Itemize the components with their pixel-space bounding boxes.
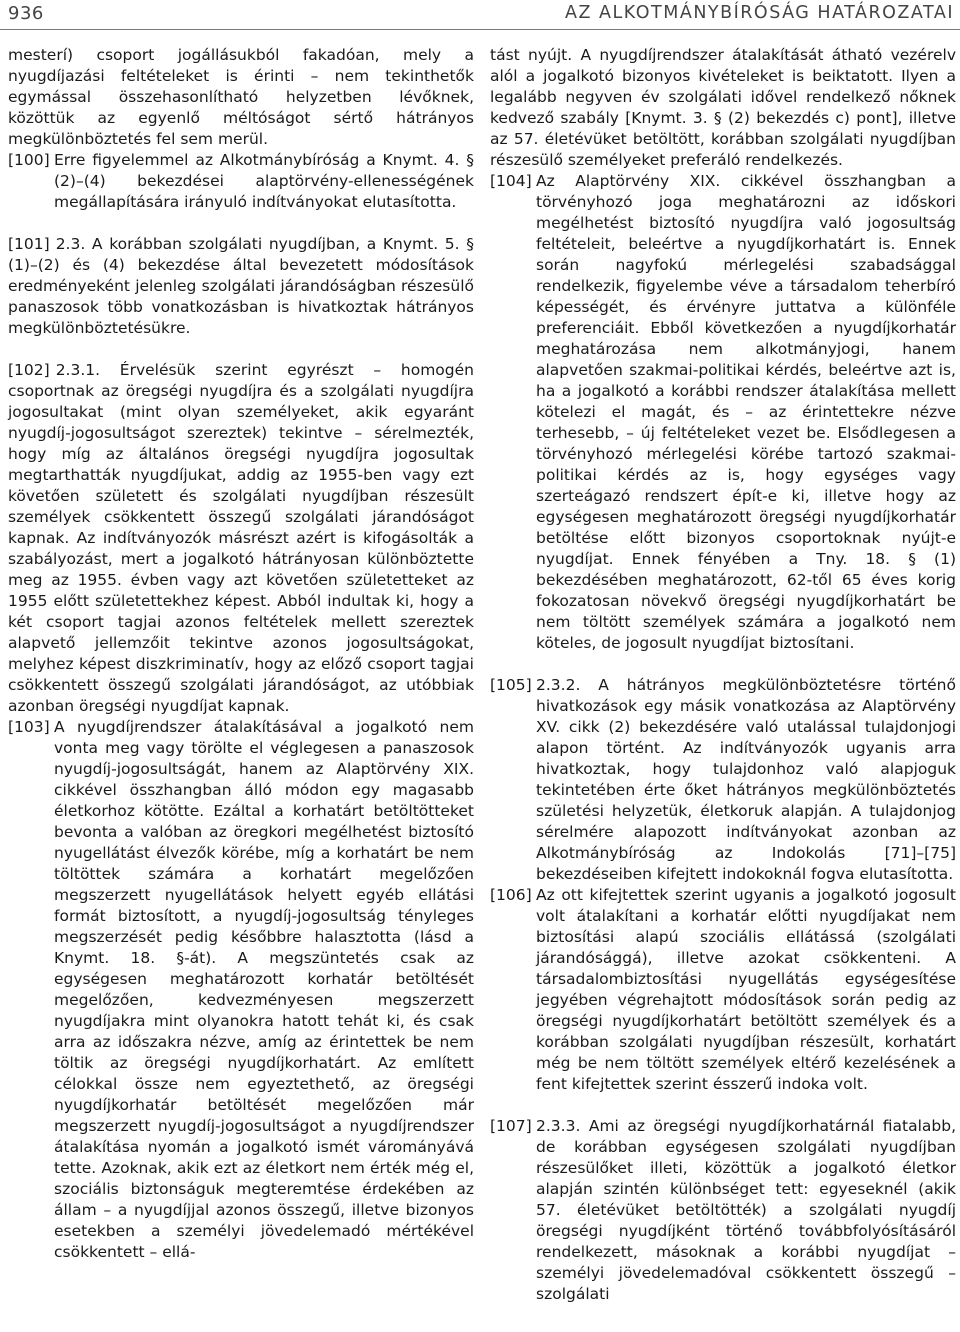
paragraph-106: [490, 885, 956, 1095]
page-header: [0, 0, 960, 30]
paragraph-continuation: mesterí) csoport jogállásukból fakadóan, mely a nyugdíjazási feltételeket is érinti – nem tekinthetők egymással összehasonlítható helyzetben lévőknek, közöttük az egyenlő méltóságot sértő hátrányos megkülönböztetés fel sem merül.: [8, 46, 474, 148]
paragraph-text: A nyugdíjrendszer átalakításával a jogalkotó nem vonta meg vagy törölte el véglegesen a panaszosok nyugdíj-jogosultságát, hanem az Alaptörvény XIX. cikkével összhangban álló módon egy magasabb életkorhoz kötötte. Ezáltal a korhatárt betöltötteket bevonta a valóban az öregkori megélhetést biztosító nyugellátást élvezők körébe, míg a korhatárt be nem töltöttek számára a korhatárt megelőzően megszerzett nyugellátások helyett egyéb ellátási formát biztosított, a nyugdíj-jogosultság tényleges megszerzését pedig későbbre halasztotta (lásd a Knymt. 18. §-át). A megszüntetés csak az egységesen meghatározott korhatár betöltését megelőzően, kedvezményesen megszerzett nyugdíjakra mint olyanokra hatott tehát ki, és csak arra az időszakra nézve, amíg az érintettek be nem töltik az öregségi nyugdíjkorhatárt. Az említett célokkal össze nem egyeztethető, az öregségi nyugdíjkorhatár betöltését megelőzően már megszerzett nyugdíj-jogosultságot a nyugdíjrendszer átalakítása nyomán a jogalkotó ismét várományává tette. Azoknak, akik ezt az életkort nem érték még el, szociális biztonságuk megteremtése érdekében az állam – a nyugdíjjal azonos összegű, illetve bizonyos esetekben a személyi jövedelemadó mértékével csökkentett – ellá-: [54, 718, 474, 1261]
paragraph-text: 2.3.3. Ami az öregségi nyugdíjkorhatárnál fiatalabb, de korábban egységesen szolgálati nyugdíjban részesülőket illeti, közöttük a jogalkotó életkor alapján szintén különbséget tett: egyeseknél (akik 57. életévüket betöltötték) a szolgálati nyugdíj öregségi nyugdíjként történő továbbfolyósításáról rendelkezett, másoknak a korábbi nyugdíjat – személyi jövedelemadóval csökkentett összegű – szolgálati: [536, 1117, 956, 1303]
paragraph-102: [8, 360, 474, 717]
paragraph-104: [490, 171, 956, 654]
paragraph-101: [8, 234, 474, 339]
paragraph-number: [102]: [8, 361, 50, 379]
paragraph-100: [8, 150, 474, 213]
header-rule: [0, 29, 960, 30]
paragraph-number: [100]: [8, 151, 50, 169]
running-title: AZ ALKOTMÁNYBÍRÓSÁG HATÁROZATAI: [565, 3, 954, 23]
paragraph-107: [490, 1116, 956, 1305]
paragraph-continuation: tást nyújt. A nyugdíjrendszer átalakítását átható vezérelv alól a jogalkotó bizonyos kivételeket is beiktatott. Ilyen a legalább negyven év szolgálati idővel rendelkező nőknek kedvező szabály [Knymt. 3. § (2) bekezdés c) pont], illetve az 57. életévüket betöltött, korábban szolgálati nyugdíjban részesülő személyeket preferáló rendelkezés.: [490, 46, 956, 169]
paragraph-number: [101]: [8, 235, 50, 253]
paragraph-number: [103]: [8, 718, 50, 736]
paragraph-text: 2.3.2. A hátrányos megkülönböztetésre történő hivatkozások egy másik vonatkozása az Alaptörvény XV. cikk (2) bekezdésére való utalással tulajdonjogi alapon történt. Az indítványozók ugyanis arra hivatkoztak, hogy tulajdonhoz való alapjoguk tekintetében érte őket hátrányos megkülönböztetés születési helyzetük, életkoruk alapján. A tulajdonjog sérelmére alapozott indítványokat azonban az Alkotmánybíróság az Indokolás [71]–[75] bekezdéseiben kifejtett indokoknál fogva elutasította.: [536, 676, 956, 883]
page-number: 936: [8, 3, 44, 24]
paragraph-number: [106]: [490, 886, 532, 904]
paragraph-text: Erre figyelemmel az Alkotmánybíróság a Knymt. 4. § (2)–(4) bekezdései alaptörvény-ellenességének megállapítására irányuló indítványokat elutasította.: [54, 151, 474, 211]
right-column: [490, 45, 956, 1305]
paragraph-text: Az ott kifejtettek szerint ugyanis a jogalkotó jogosult volt átalakítani a korhatár előtti nyugdíjakat nem biztosítási alapú szociális ellátássá (szolgálati járandósággá), illetve azokat csökkenteni. A társadalombiztosítási nyugellátás egységesítése jegyében végrehajtott módosítások során pedig az öregségi nyugdíjkorhatárt betöltött személyek és a korábban szolgálati nyugdíjban részesült, korhatárt még be nem töltött személyek eltérő kezelésének a fent kifejtettek szerint ésszerű indoka volt.: [536, 886, 956, 1093]
paragraph-text: 2.3. A korábban szolgálati nyugdíjban, a Knymt. 5. § (1)–(2) és (4) bekezdése által bevezetett módosítások eredményeként jelenleg szolgálati járandóságban részesülő panaszosok több vonatkozásban is hivatkoztak hátrányos megkülönböztetésükre.: [8, 235, 474, 337]
paragraph-number: [105]: [490, 676, 532, 694]
left-column: [8, 45, 474, 1263]
paragraph-103: [8, 717, 474, 1263]
paragraph-105: [490, 675, 956, 885]
paragraph-text: 2.3.1. Érvelésük szerint egyrészt – homogén csoportnak az öregségi nyugdíjra és a szolgálati nyugdíjra jogosultakat (mint olyan személyeket, akik egyaránt nyugdíj-jogosultságot szereztek) tekintve – sérelmezték, hogy míg az általános öregségi nyugdíjra jogosultak megtarthatták nyugdíjukat, addig az 1955-ben vagy ezt követően született és szolgálati nyugdíjban részesült személyek csökkentett összegű szolgálati járandóságot kapnak. Az indítványozók másrészt azért is kifogásolták a szabályozást, mert a jogalkotó hátrányosan különböztette meg az 1955. évben vagy azt követően születetteket az 1955 előtt születettekhez képest. Abból indultak ki, hogy a két csoport tagjai azonos feltételek mellett szereztek alapvető jellemzőit tekintve azonos jogosultságokat, melyhez képest diszkriminatív, hogy az előző csoport tagjai csökkentett összegű szolgálati járandóságot, az utóbbiak azonban öregségi nyugdíjat kapnak.: [8, 361, 474, 715]
paragraph-text: Az Alaptörvény XIX. cikkével összhangban a törvényhozó joga meghatározni az időskori megélhetést biztosító nyugdíjra való jogosultság feltételeit, beleértve a nyugdíjkorhatárt is. Ennek során nagyfokú mérlegelési szabadsággal rendelkezik, figyelembe véve a társadalom teherbíró képességét, és érvényre juttatva a különféle preferenciáit. Ebből következően a nyugdíjkorhatár meghatározása nem alkotmányjogi, hanem alapvetően szakmai-politikai kérdés, beleértve azt is, ha a jogalkotó a korábbi rendszer átalakítása mellett kötelezi el magát, és – az érintettekre nézve terhesebb, – új feltételeket vezet be. Elsődlegesen a törvényhozó mérlegelési körébe tartozó szakmai-politikai kérdés az is, hogy egységes vagy szerteágazó rendszert épít-e ki, illetve hogy az egységesen meghatározott öregségi nyugdíjkorhatár betöltése előtt bizonyos csoportoknak nyújt-e nyugdíjat. Ennek fényében a Tny. 18. § (1) bekezdésében meghatározott, 62-től 65 éves korig fokozatosan növekvő öregségi nyugdíjkorhatárt be nem töltött személyek számára a jogalkotó nem köteles, de jogosult nyugdíjat biztosítani.: [536, 172, 956, 652]
paragraph-number: [104]: [490, 172, 532, 190]
paragraph-number: [107]: [490, 1117, 532, 1135]
